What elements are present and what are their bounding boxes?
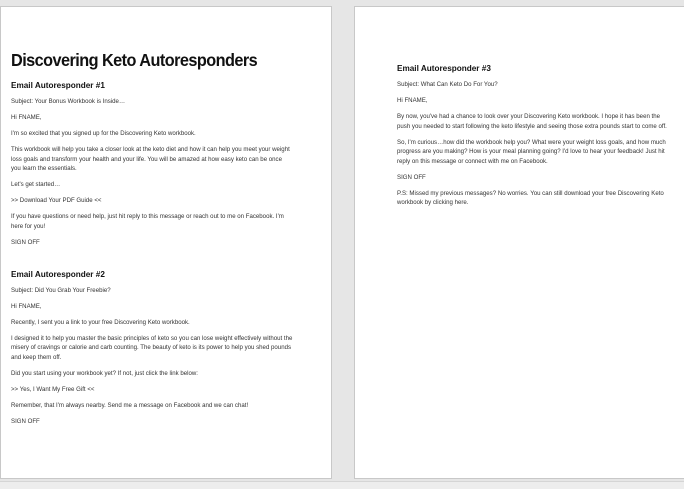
page-right-content [397, 64, 667, 214]
email-3-subject: Subject: What Can Keto Do For You? [397, 81, 498, 88]
email-1-heading: Email Autoresponder #1 [11, 81, 105, 90]
email-1-signoff: SIGN OFF [11, 238, 40, 246]
document-page-right [354, 6, 684, 479]
email-3-paragraph: So, I'm curious…how did the workbook help you? What were your weight loss goals, and how much progress are you making? How is your meal planning going? I'd love to hear your feedback! Just hit reply on this message or connect with me on Facebook. [397, 138, 666, 165]
email-2-paragraph: Did you start using your workbook yet? If not, just click the link below: [11, 369, 198, 377]
email-3-paragraph: By now, you've had a chance to look over your Discovering Keto workbook. I hope it has been the push you needed to start following the keto lifestyle and seeing those extra pounds start to come off. [397, 112, 667, 130]
email-1-greeting: Hi FNAME, [11, 113, 42, 121]
email-2-paragraph: Remember, that I'm always nearby. Send me a message on Facebook and we can chat! [11, 401, 249, 409]
email-3-signoff: SIGN OFF [397, 173, 426, 181]
email-3-heading: Email Autoresponder #3 [397, 64, 491, 73]
email-2-paragraph: Recently, I sent you a link to your free Discovering Keto workbook. [11, 318, 190, 326]
email-2-signoff: SIGN OFF [11, 417, 40, 425]
email-2-greeting: Hi FNAME, [11, 302, 42, 310]
document-title: Discovering Keto Autoresponders [11, 50, 258, 70]
email-1-paragraph: Let's get started… [11, 181, 61, 189]
email-3-greeting: Hi FNAME, [397, 96, 428, 104]
email-1-subject: Subject: Your Bonus Workbook is Inside… [11, 98, 126, 105]
document-page-left [0, 6, 332, 479]
email-2-paragraph: I designed it to help you master the basic principles of keto so you can lose weight effectively without the misery of cravings or calorie and carb counting. The beauty of keto is its power to help you shed pounds and keep them off. [11, 334, 293, 361]
page-left-content [11, 50, 293, 433]
email-1-paragraph: I'm so excited that you signed up for the Discovering Keto workbook. [11, 129, 196, 137]
section-spacer [11, 254, 293, 270]
email-3-postscript: P.S: Missed my previous messages? No worries. You can still download your free Discovering Keto workbook by clicking here. [397, 189, 664, 207]
email-1-paragraph: This workbook will help you take a closer look at the keto diet and how it can help you meet your weight loss goals and transform your health and your life. You will be amazed at how easy keto can be once you learn the essentials. [11, 145, 290, 173]
email-2-gift-link: >> Yes, I Want My Free Gift << [11, 385, 95, 393]
email-1-download-link: >> Download Your PDF Guide << [11, 197, 102, 205]
email-2-subject: Subject: Did You Grab Your Freebie? [11, 286, 111, 294]
email-2-heading: Email Autoresponder #2 [11, 269, 105, 279]
email-1-paragraph: If you have questions or need help, just hit reply to this message or reach out to me on Facebook. I'm here for you! [11, 213, 284, 230]
